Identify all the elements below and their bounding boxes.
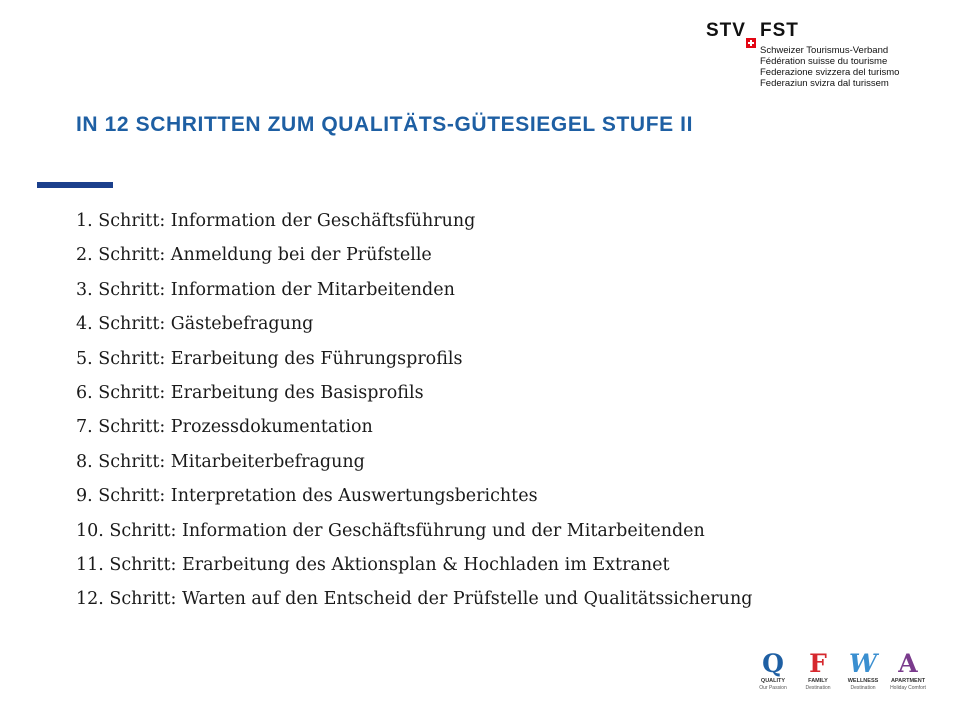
- step-item: 6. Schritt: Erarbeitung des Basisprofils: [76, 382, 424, 403]
- step-item: 5. Schritt: Erarbeitung des Führungsprofils: [76, 348, 463, 369]
- badge-sub: Holiday Comfort: [890, 685, 926, 691]
- accent-bar: [37, 182, 113, 188]
- badge-apartment: [887, 650, 929, 696]
- logo-line: Federazione svizzera del turismo: [760, 67, 900, 78]
- badge-quality: [752, 650, 794, 696]
- step-item: 2. Schritt: Anmeldung bei der Prüfstelle: [76, 245, 432, 266]
- step-item: 3. Schritt: Information der Mitarbeitenden: [76, 279, 455, 300]
- logo-line: Federaziun svizra dal turissem: [760, 78, 889, 89]
- wellness-badge-icon: W: [848, 649, 878, 678]
- stv-fst-logo: [706, 20, 936, 95]
- page-title: IN 12 SCHRITTEN ZUM QUALITÄTS-GÜTESIEGEL STUFE II: [76, 113, 694, 136]
- badge-label: APARTMENT: [890, 678, 926, 684]
- step-item: 9. Schritt: Interpretation des Auswertungsberichtes: [76, 486, 538, 507]
- step-item: 11. Schritt: Erarbeitung des Aktionsplan & Hochladen im Extranet: [76, 554, 670, 575]
- badge-label: WELLNESS: [847, 678, 879, 684]
- steps-list: [76, 207, 752, 620]
- logo-line: Fédération suisse du tourisme: [760, 56, 888, 67]
- step-item: 4. Schritt: Gästebefragung: [76, 314, 314, 335]
- family-badge-icon: F: [809, 649, 827, 678]
- step-item: 12. Schritt: Warten auf den Entscheid der Prüfstelle und Qualitätssicherung: [76, 589, 753, 610]
- step-item: 7. Schritt: Prozessdokumentation: [76, 417, 373, 438]
- step-item: 1. Schritt: Information der Geschäftsführung: [76, 211, 476, 231]
- step-item: 8. Schritt: Mitarbeiterbefragung: [76, 451, 365, 472]
- badge-wellness: [842, 650, 884, 696]
- quality-badge-icon: Q: [762, 649, 784, 678]
- badge-sub: Our Passion: [759, 685, 787, 691]
- badge-label: FAMILY: [808, 678, 828, 684]
- logo-fst: FST: [760, 20, 799, 41]
- label-badges: [752, 650, 932, 696]
- logo-line: Schweizer Tourismus-Verband: [760, 45, 889, 56]
- badge-label: QUALITY: [760, 678, 786, 684]
- badge-sub: Destination: [805, 685, 831, 691]
- apartment-badge-icon: A: [898, 649, 918, 678]
- logo-text: [760, 45, 899, 89]
- step-item: 10. Schritt: Information der Geschäftsführung und der Mitarbeitenden: [76, 520, 705, 541]
- swiss-cross-icon: [746, 38, 756, 48]
- badge-sub: Destination: [850, 685, 876, 691]
- logo-stv: STV: [706, 20, 746, 41]
- badge-family: [797, 650, 839, 696]
